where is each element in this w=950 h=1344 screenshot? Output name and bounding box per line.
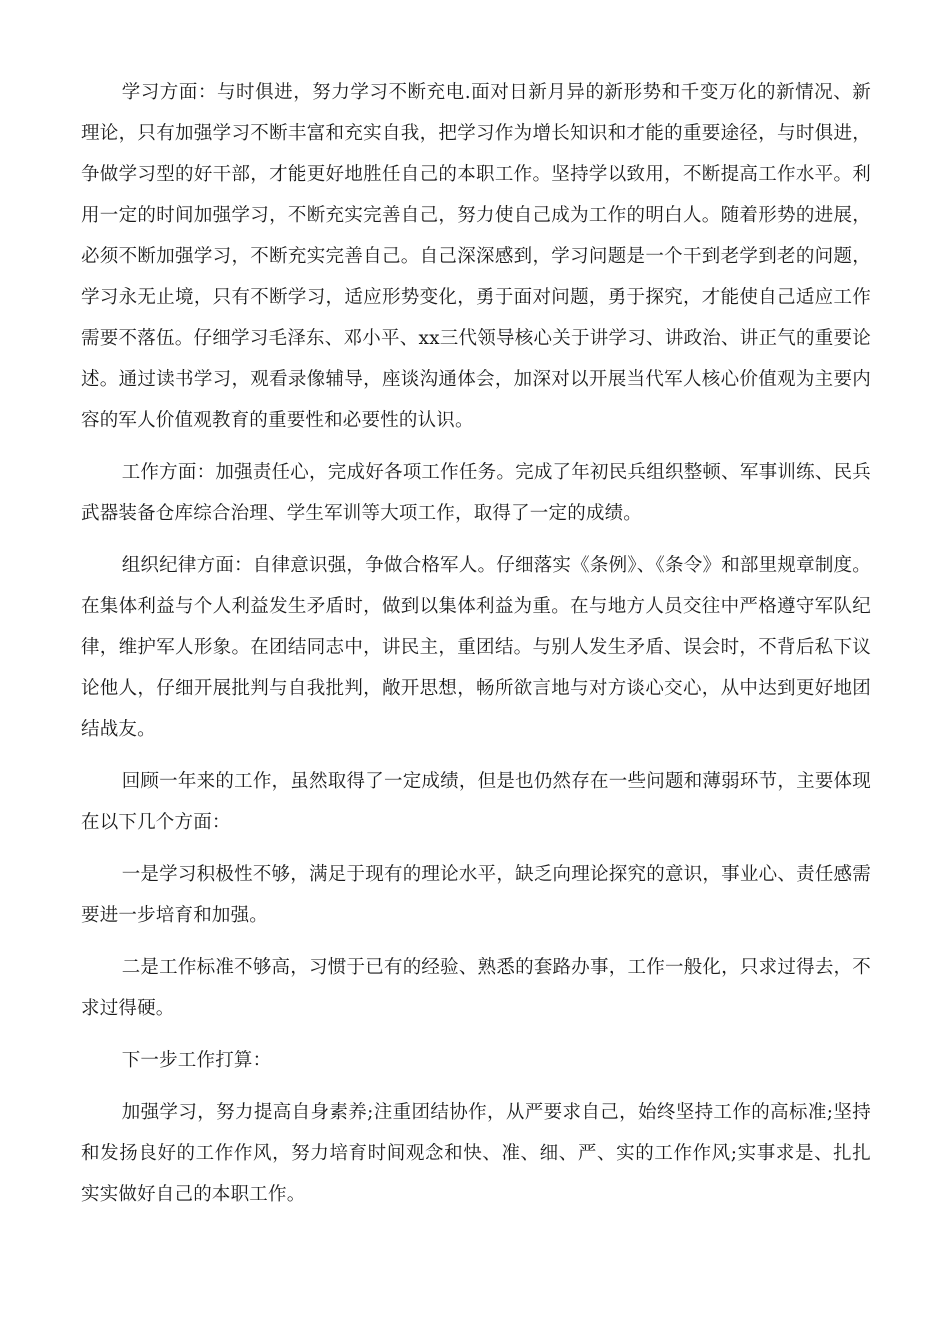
paragraph-review: 回顾一年来的工作，虽然取得了一定成绩，但是也仍然存在一些问题和薄弱环节，主要体现在以下几个方面：	[81, 771, 871, 833]
paragraph-work: 工作方面：加强责任心，完成好各项工作任务。完成了年初民兵组织整顿、军事训练、民兵武器装备仓库综合治理、学生军训等大项工作，取得了一定的成绩。	[81, 462, 871, 524]
paragraph-study: 学习方面：与时俱进，努力学习不断充电.面对日新月异的新形势和千变万化的新情况、新理论，只有加强学习不断丰富和充实自我，把学习作为增长知识和才能的重要途径，与时俱进，争做学习型的好干部，才能更好地胜任自己的本职工作。坚持学以致用，不断提高工作水平。利用一定的时间加强学习，不断充实完善自己，努力使自己成为工作的明白人。随着形势的进展，必须不断加强学习，不断充实完善自己。自己深深感到，学习问题是一个干到老学到老的问题，学习永无止境，只有不断学习，适应形势变化，勇于面对问题，勇于探究，才能使自己适应工作需要不落伍。仔细学习毛泽东、邓小平、xx三代领导核心关于讲学习、讲政治、讲正气的重要论述。通过读书学习，观看录像辅导，座谈沟通体会，加深对以开展当代军人核心价值观为主要内容的军人价值观教育的重要性和必要性的认识。	[81, 82, 871, 431]
paragraph-next-steps-heading: 下一步工作打算：	[121, 1050, 272, 1071]
document-page	[81, 72, 871, 1226]
paragraph-discipline: 组织纪律方面：自律意识强，争做合格军人。仔细落实《条例》、《条令》和部里规章制度。在集体利益与个人利益发生矛盾时，做到以集体利益为重。在与地方人员交往中严格遵守军队纪律，维护军人形象。在团结同志中，讲民主，重团结。与别人发生矛盾、误会时，不背后私下议论他人，仔细开展批判与自我批判，敞开思想，畅所欲言地与对方谈心交心，从中达到更好地团结战友。	[81, 555, 871, 740]
paragraph-issue-one: 一是学习积极性不够，满足于现有的理论水平，缺乏向理论探究的意识，事业心、责任感需要进一步培育和加强。	[81, 864, 871, 926]
paragraph-next-steps: 加强学习，努力提高自身素养;注重团结协作，从严要求自己，始终坚持工作的高标准;坚持和发扬良好的工作作风，努力培育时间观念和快、准、细、严、实的工作作风;实事求是、扎扎实实做好自己的本职工作。	[81, 1102, 871, 1205]
paragraph-issue-two: 二是工作标准不够高，习惯于已有的经验、熟悉的套路办事，工作一般化，只求过得去，不求过得硬。	[81, 957, 871, 1019]
